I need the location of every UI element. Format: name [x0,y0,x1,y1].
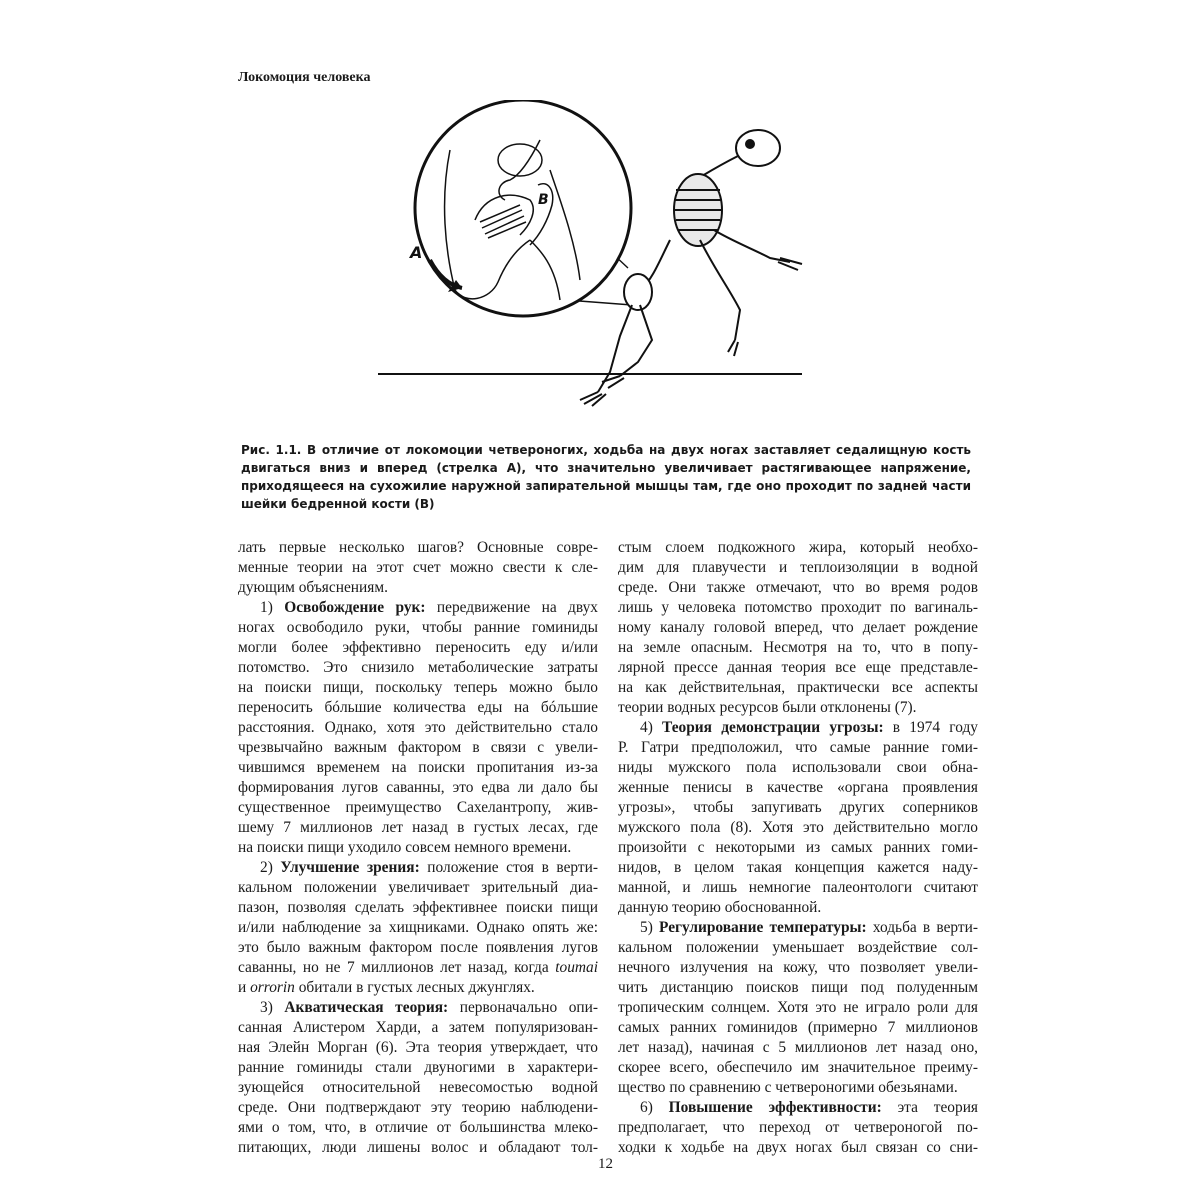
text-line: среде. Они также отмечают, что во время родов [618,579,978,596]
text-line: нечного излучения на кожу, что позволяет увели- [618,959,978,976]
text-line: существенное преимущество Сахелантропу, жив- [238,799,598,816]
text-run: положение стоя в верти- [419,859,599,876]
figure-skeleton [370,100,810,430]
text-line: предполагает, что переход от четвероногой по- [618,1119,978,1136]
label-b: B [538,192,549,208]
text-line: чрезвычайно важным фактором в связи с увели- [238,739,598,756]
text-line: манной, и лишь немногие палеонтологи считают [618,879,978,896]
list-number: 1) [260,599,285,616]
text-line [618,1098,978,1118]
text-line: и/или наблюдение за хищниками. Однако опять же: [238,919,598,936]
list-number: 4) [640,719,663,736]
text-line: на поиски пищи, поскольку теперь можно было [238,679,598,696]
text-line: дим для плавучести и теплоизоляции в водной [618,559,978,576]
text-line: стым слоем подкожного жира, который необхо- [618,539,978,556]
text-line: менные теории на этот счет можно свести к сле- [238,559,598,576]
text-line: теории водных ресурсов были отклонены (7). [618,699,917,716]
text-line: дующим объяснениям. [238,579,388,596]
text-line: Р. Гатри предположил, что самые ранние гоми- [618,739,978,756]
theory-heading: Повышение эффективности: [668,1099,882,1116]
text-line: кальном положении уменьшает воздействие сол- [618,939,978,956]
skeleton-illustration [370,100,810,430]
text-line: тропическим солнцем. Хотя это не играло роли для [618,999,978,1016]
text-line: произойти с некоторыми из самых ранних гоми- [618,839,978,856]
text-line [238,958,598,978]
theory-heading: Теория демонстрации угрозы: [662,719,884,736]
text-line [238,998,598,1018]
figure-caption [241,441,971,513]
caption-line: Рис. 1.1. В отличие от локомоции четвероногих, ходьба на двух ногах заставляет седалищную кость [241,443,971,457]
theory-heading: Акватическая теория: [284,999,449,1016]
text-line: чившимся временем на поиски пропитания из-за [238,759,598,776]
text-line: мужского пола (8). Хотя это действительно могло [618,819,978,836]
list-number: 3) [260,999,285,1016]
text-line: среде. Они подтверждают эту теорию наблюдени- [238,1099,598,1116]
text-line: ная Элейн Морган (6). Эта теория утверждает, что [238,1039,598,1056]
text-line: ниды мужского пола использовали свои обна- [618,759,978,776]
text-column-right [618,538,978,1158]
text-run: обитали в густых лесных джунглях. [294,979,535,996]
text-line: ранние гоминиды стали двуногими в характери- [238,1059,598,1076]
text-line: кальном положении увеличивает зрительный диа- [238,879,598,896]
caption-line: шейки бедренной кости (В) [241,497,435,511]
text-line [618,718,978,738]
text-line [238,598,598,618]
text-line: на как действительная, практически все аспекты [618,679,978,696]
text-line: переносить бóльшие количества еды на бóльшие [238,699,598,716]
text-line: питающих, люди лишены волос и обладают тол- [238,1139,598,1156]
species-name: orrorin [250,979,295,996]
text-run: передвижение на двух [425,599,599,616]
text-line: ходки к ходьбе на двух ногах был связан со сни- [618,1139,978,1156]
text-line: лать первые несколько шагов? Основные совре- [238,539,598,556]
running-head: Локомоция человека [238,70,371,85]
text-line: санная Алистером Харди, а затем популяризован- [238,1019,598,1036]
text-line: пазон, позволяя сделать эффективнее поиски пищи [238,899,598,916]
text-line: лет назад), начиная с 5 миллионов лет назад оно, [618,1039,978,1056]
text-line: ями о том, что, в отличие от большинства млеко- [238,1119,598,1136]
list-number: 5) [640,919,660,936]
text-line: нидов, в целом такая концепция кажется наду- [618,859,978,876]
text-line [238,858,598,878]
caption-line: двигаться вниз и вперед (стрелка А), что значительно увеличивает растягивающее напряжение, [241,461,971,475]
text-line: формирования лугов саванны, это едва ли дало бы [238,779,598,796]
text-run: ходьба в верти- [866,919,978,936]
caption-line: приходящееся на сухожилие наружной запирательной мышцы там, где оно проходит по задней части [241,479,971,493]
text-line: лишь у человека потомство проходит по вагиналь- [618,599,978,616]
text-run: саванны, но не 7 миллионов лет назад, когда [238,959,556,976]
theory-heading: Регулирование температуры: [659,919,867,936]
list-number: 6) [640,1099,669,1116]
text-line: угрозы», чтобы запугивать других соперников [618,799,978,816]
text-line: ному каналу головой вперед, что делает рождение [618,619,978,636]
text-line: лярной прессе данная теория все еще представле- [618,659,978,676]
text-column-left [238,538,598,1158]
text-line: чить дистанцию поисков пищи под полуденным [618,979,978,996]
text-line: данную теорию обоснованной. [618,899,822,916]
text-line: женные пенисы в качестве «органа проявления [618,779,978,796]
text-run: в 1974 году [883,719,978,736]
text-line: зующейся относительной невесомостью водной [238,1079,598,1096]
text-line: расстояния. Однако, хотя это действительно стало [238,719,598,736]
text-line: скорее всего, обеспечило им значительное преиму- [618,1059,978,1076]
text-line: ногах освободило руки, чтобы ранние гоминиды [238,619,598,636]
text-line: это было важным фактором после появления лугов [238,939,598,956]
text-line [238,978,598,998]
species-name: toumai [555,959,598,976]
label-a: A [410,243,423,262]
text-line: щество по сравнению с четвероногими обезьянами. [618,1079,958,1096]
text-line: потомство. Это снизило метаболические затраты [238,659,598,676]
text-line: на земле опасным. Несмотря на то, что в попу- [618,639,978,656]
text-line: могли более эффективно переносить еду и/или [238,639,598,656]
text-line: шему 7 миллионов лет назад в густых лесах, где [238,819,598,836]
list-number: 2) [260,859,281,876]
text-line [618,918,978,938]
text-run: и [238,979,251,996]
text-run: первоначально опи- [448,999,598,1016]
page-number: 12 [598,1156,613,1172]
theory-heading: Освобождение рук: [284,599,426,616]
text-line: самых ранних гоминидов (примерно 7 миллионов [618,1019,978,1036]
text-run: эта теория [881,1099,979,1116]
text-line: на поиски пищи уходило совсем немного времени. [238,839,572,856]
theory-heading: Улучшение зрения: [280,859,420,876]
